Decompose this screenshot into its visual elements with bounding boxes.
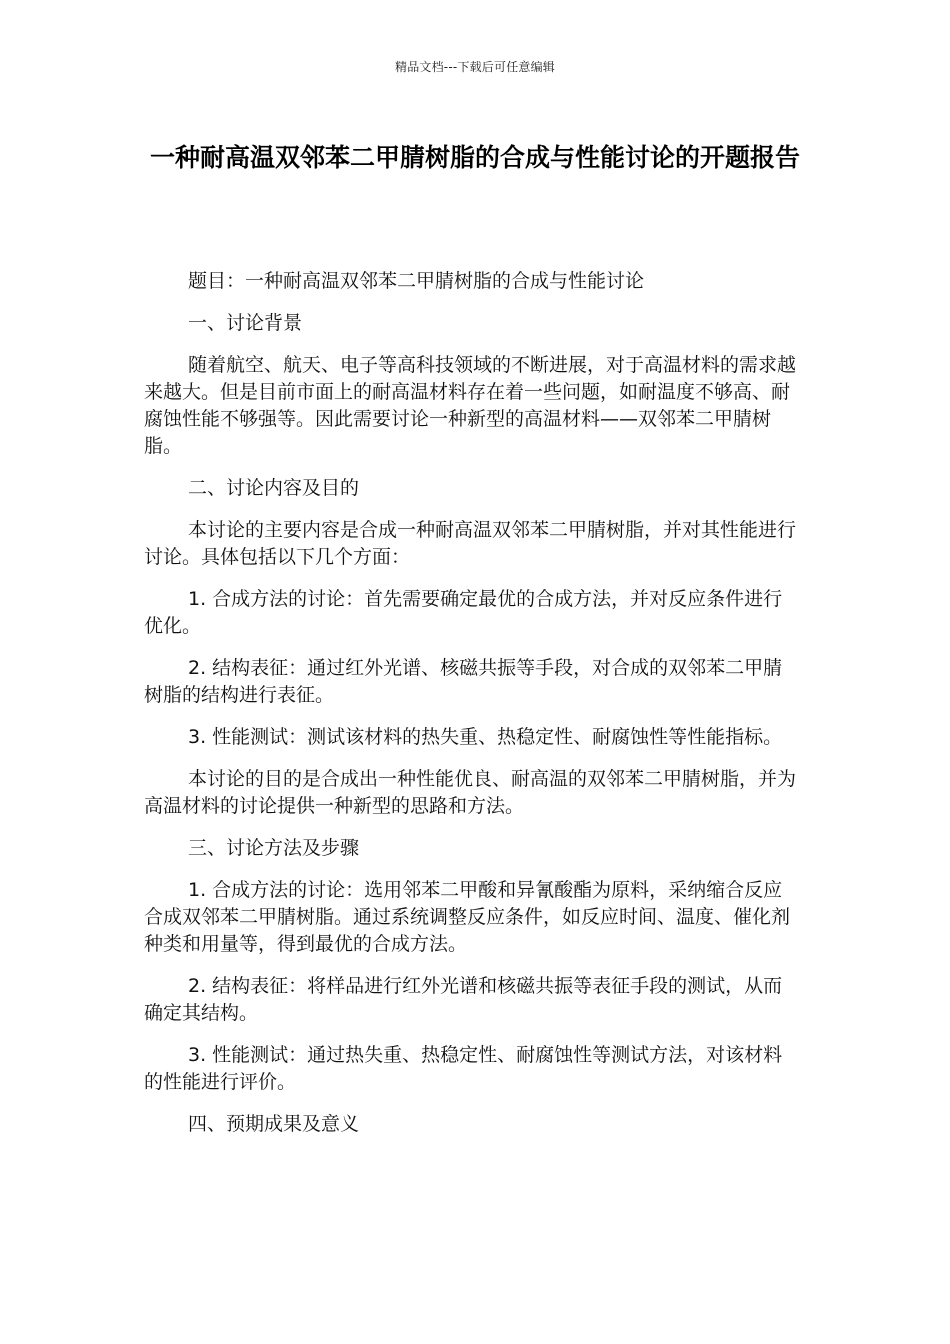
section-heading-methods: 三、讨论方法及步骤 — [188, 837, 360, 859]
method-item-synthesis: 1. 合成方法的讨论：选用邻苯二甲酸和异氰酸酯为原料，采纳缩合反应合成双邻苯二甲腈树脂。通过系统调整反应条件，如反应时间、温度、催化剂种类和用量等，得到最优的合成方法。 — [144, 879, 791, 955]
document-title: 一种耐高温双邻苯二甲腈树脂的合成与性能讨论的开题报告 — [149, 143, 800, 172]
topic-line: 题目：一种耐高温双邻苯二甲腈树脂的合成与性能讨论 — [188, 270, 645, 292]
purpose-paragraph: 本讨论的目的是合成出一种性能优良、耐高温的双邻苯二甲腈树脂，并为高温材料的讨论提供一种新型的思路和方法。 — [144, 768, 797, 817]
section-heading-content: 二、讨论内容及目的 — [188, 477, 360, 499]
content-item-characterization: 2. 结构表征：通过红外光谱、核磁共振等手段，对合成的双邻苯二甲腈树脂的结构进行表征。 — [144, 657, 783, 706]
method-item-characterization: 2. 结构表征：将样品进行红外光谱和核磁共振等表征手段的测试，从而确定其结构。 — [144, 975, 783, 1024]
background-paragraph: 随着航空、航天、电子等高科技领域的不断进展，对于高温材料的需求越来越大。但是目前市面上的耐高温材料存在着一些问题，如耐温度不够高、耐腐蚀性能不够强等。因此需要讨论一种新型的高温材料——双邻苯二甲腈树脂。 — [144, 354, 797, 457]
header-note: 精品文档---下载后可任意编辑 — [395, 60, 555, 74]
section-heading-background: 一、讨论背景 — [188, 312, 303, 334]
document-body — [144, 268, 800, 1153]
method-item-performance: 3. 性能测试：通过热失重、热稳定性、耐腐蚀性等测试方法，对该材料的性能进行评价。 — [144, 1044, 783, 1093]
content-intro-paragraph: 本讨论的主要内容是合成一种耐高温双邻苯二甲腈树脂，并对其性能进行讨论。具体包括以下几个方面： — [144, 519, 797, 568]
content-item-synthesis: 1. 合成方法的讨论：首先需要确定最优的合成方法，并对反应条件进行优化。 — [144, 588, 783, 637]
content-item-performance: 3. 性能测试：测试该材料的热失重、热稳定性、耐腐蚀性等性能指标。 — [188, 726, 783, 748]
section-heading-outcomes: 四、预期成果及意义 — [188, 1113, 360, 1135]
